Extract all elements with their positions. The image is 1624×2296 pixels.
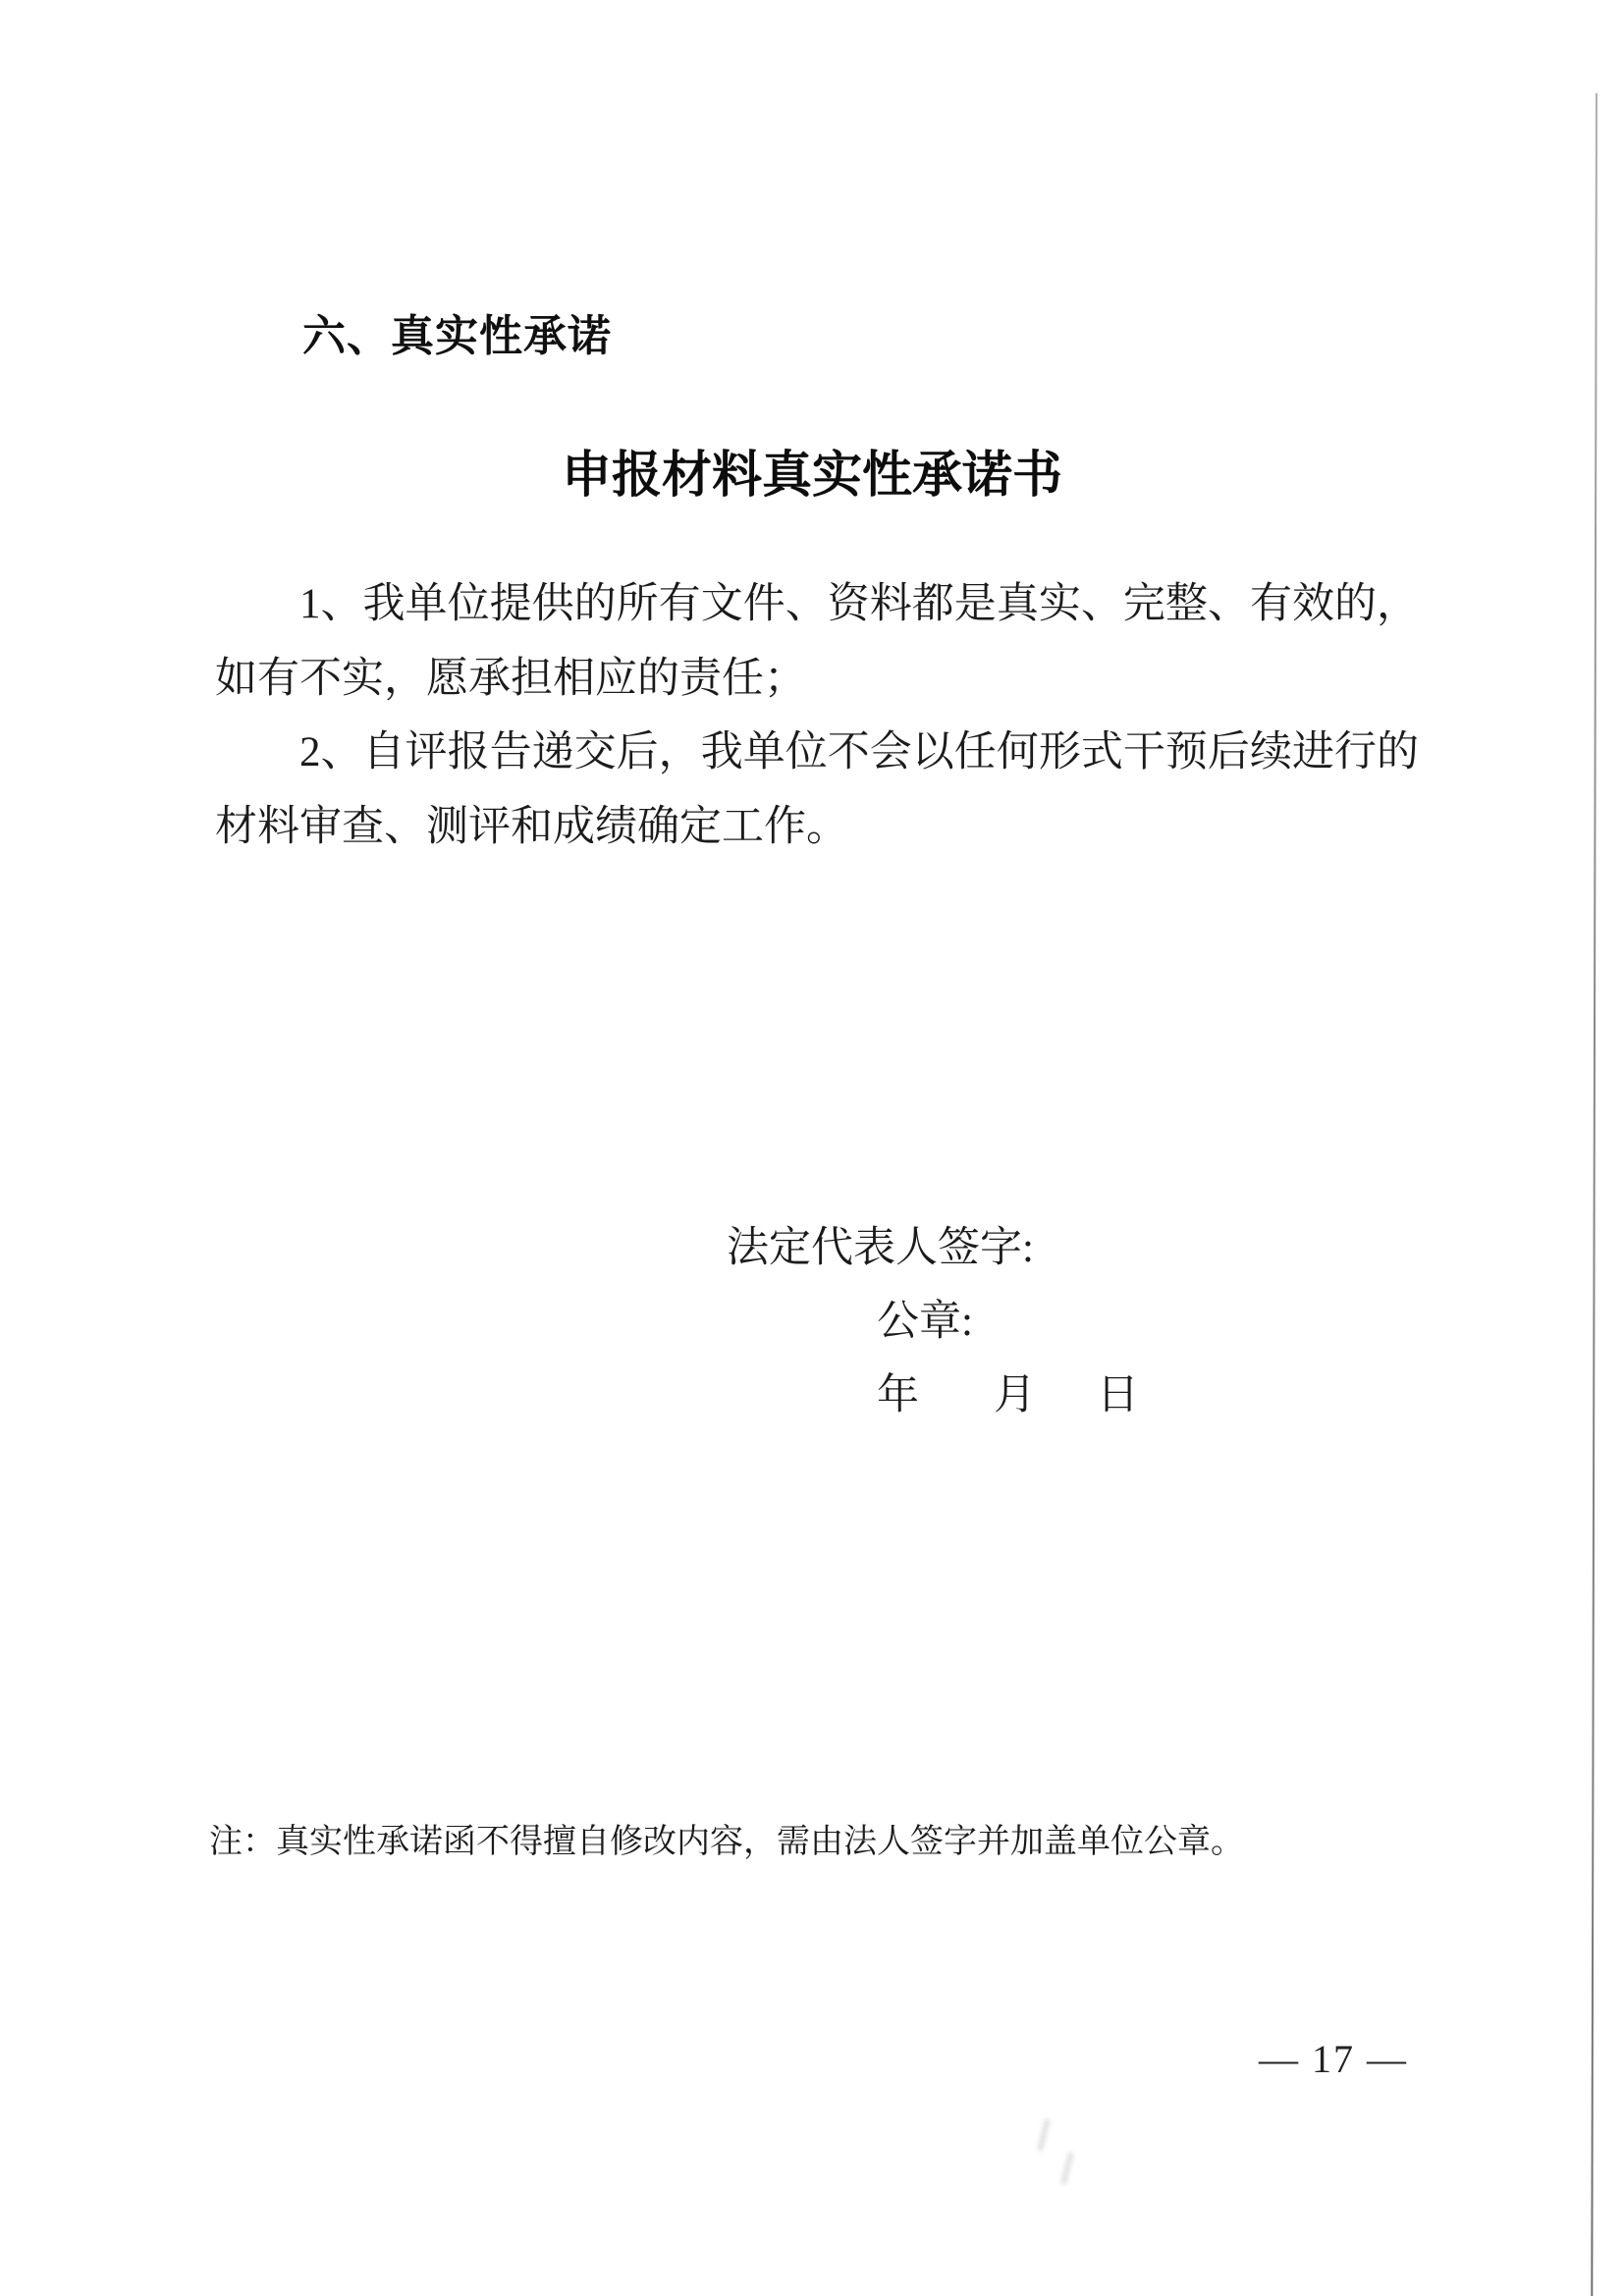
scan-smudge (1060, 2152, 1074, 2185)
body-line-2: 如有不实，愿承担相应的责任； (215, 655, 806, 702)
scan-smudge (1037, 2118, 1051, 2152)
footnote: 注：真实性承诺函不得擅自修改内容，需由法人签字并加盖单位公章。 (209, 1824, 1244, 1860)
page-title: 申报材料真实性承诺书 (561, 447, 1062, 503)
body-paragraphs (215, 567, 1419, 864)
page-number: — 17 — (1259, 2037, 1408, 2081)
legal-representative-signature-label: 法定代表人签字: (727, 1225, 1034, 1271)
date-day-label: 日 (1097, 1372, 1139, 1418)
body-line-1: 1、我单位提供的所有文件、资料都是真实、完整、有效的， (299, 581, 1419, 627)
scan-artifact-line (1591, 93, 1597, 2296)
date-line (877, 1366, 1139, 1425)
section-heading: 六、真实性承诺 (302, 312, 612, 360)
official-seal-label: 公章: (877, 1299, 973, 1345)
body-line-4: 材料审查、测评和成绩确定工作。 (215, 803, 848, 850)
date-month-label: 月 (994, 1372, 1036, 1418)
date-year-label: 年 (877, 1372, 919, 1418)
body-line-3: 2、自评报告递交后，我单位不会以任何形式干预后续进行的 (299, 729, 1419, 775)
